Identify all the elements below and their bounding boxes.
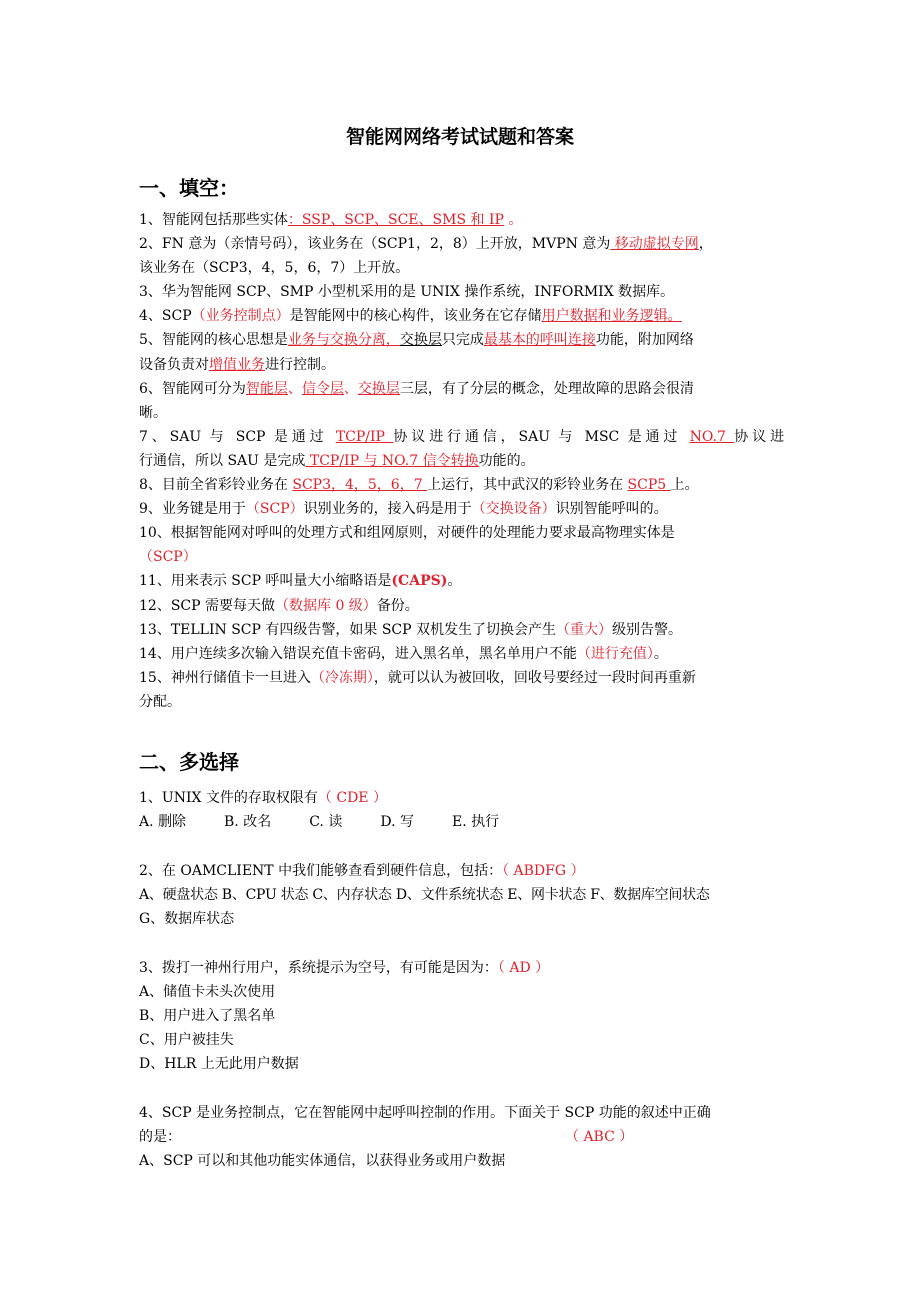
answer: （进行充值） [576,645,654,662]
question-3: 3、华为智能网 SCP、SMP 小型机采用的是 UNIX 操作系统，INFORMIX 数据库。 [139,284,675,301]
option: D、HLR 上无此用户数据 [139,1056,299,1073]
question-7-cont: 行通信，所以 SAU 是完成 TCP/IP 与 NO.7 信令转换功能的。 [139,452,535,469]
section-heading-fill-in: 一、填空： [139,176,239,200]
mc-question-2: 2、在 OAMCLIENT 中我们能够查看到硬件信息，包括：（ ABDFG ） A、硬盘状态 B、CPU 状态 C、内存状态 D、文件系统状态 E、网卡状态 F、数据库空间状态 G、数据库状态 [139,859,784,931]
answer: （重大） [556,621,612,638]
option: C、用户被挂失 [139,1032,234,1049]
question-9: 9、业务键是用于（SCP）识别业务的，接入码是用于（交换设备）识别智能呼叫的。 [139,501,668,518]
answer: （数据库 0 级） [275,597,377,614]
answer: 业务与交换分离， [287,332,400,349]
option: B、用户进入了黑名单 [139,1008,276,1025]
question-2: 2、FN 意为（亲情号码），该业务在（SCP1，2，8）上开放，MVPN 意为 移动虚拟专网， [139,236,713,253]
answer: SCP3，4，5，6，7 [292,477,428,494]
option: A、储值卡未头次使用 [139,984,276,1001]
answer: （ AD ） [497,960,550,976]
answer: ：SSP、SCP、SCE、SMS 和 IP [287,212,504,228]
answer: 最基本的呼叫连接 [483,332,596,349]
question-5-cont: 设备负责对增值业务进行控制。 [139,356,335,373]
document-title: 智能网网络考试试题和答案 [345,126,574,148]
option: A、SCP 可以和其他功能实体通信，以获得业务或用户数据 [139,1153,506,1170]
answer: （ ABC ） [565,1129,634,1146]
question-4: 4、SCP（业务控制点）是智能网中的核心构件，该业务在它存储用户数据和业务逻辑。 [139,308,682,325]
answer: 信令层 [301,380,344,397]
mc-question-1: 1、UNIX 文件的存取权限有（ CDE ） A. 删除 B. 改名 C. 读 D. 写 E. 执行 [139,786,784,834]
question-10: 10、根据智能网对呼叫的处理方式和组网原则，对硬件的处理能力要求最高物理实体是 [139,525,675,542]
answer: （交换设备） [471,501,556,518]
question-6: 6、智能网可分为智能层、信令层、交换层三层，有了分层的概念，处理故障的思路会很清 [139,380,694,397]
options: A. 删除 B. 改名 C. 读 D. 写 E. 执行 [139,814,500,831]
options: G、数据库状态 [139,911,235,928]
answer: （SCP） [139,549,197,566]
answer: NO.7 [689,428,735,445]
mc-question-3: 3、拨打一神州行用户，系统提示为空号，有可能是因为：（ AD ） A、储值卡未头次使用 B、用户进入了黑名单 C、用户被挂失 D、HLR 上无此用户数据 [139,956,784,1076]
answer: （SCP） [245,501,304,518]
answer: 移动虚拟专网 [610,236,699,253]
question-5: 5、智能网的核心思想是业务与交换分离，交换层只完成最基本的呼叫连接功能，附加网络 [139,332,694,349]
question-13: 13、TELLIN SCP 有四级告警，如果 SCP 双机发生了切换会产生（重大）级别告警。 [139,621,682,638]
answer: TCP/IP 与 NO.7 信令转换 [305,452,479,469]
options: A、硬盘状态 B、CPU 状态 C、内存状态 D、文件系统状态 E、网卡状态 F、数据库空间状态 [139,887,710,904]
question-11: 11、用来表示 SCP 呼叫量大小缩略语是(CAPS)。 [139,573,462,590]
question-1: 1、智能网包括那些实体：SSP、SCP、SCE、SMS 和 IP 。 [139,212,523,228]
question-2-cont: 该业务在（SCP3，4，5，6，7）上开放。 [139,260,410,277]
question-15: 15、神州行储值卡一旦进入（冷冻期），就可以认为被回收，回收号要经过一段时间再重新 [139,669,696,686]
answer: (CAPS) [391,573,448,590]
answer: （ ABDFG ） [502,863,585,879]
mc-question-4: 4、SCP 是业务控制点，它在智能网中起呼叫控制的作用。下面关于 SCP 功能的叙述中正确 的是： （ ABC ） A、SCP 可以和其他功能实体通信，以获得业务或用户数据 [139,1101,784,1173]
section-heading-multiple-choice: 二、多选择 [139,750,239,774]
question-7: 7、SAU 与 SCP 是通过 TCP/IP 协议进行通信，SAU 与 MSC 是通过 NO.7 协议进 [139,428,784,445]
fill-in-questions [139,208,784,714]
answer: 用户数据和业务逻辑。 [541,308,682,325]
question-6-cont: 晰。 [139,404,167,421]
answer: 交换层 [357,380,400,397]
answer: 智能层 [245,380,288,397]
question-15-cont: 分配。 [139,693,181,710]
answer: SCP5 [627,477,671,494]
question-12: 12、SCP 需要每天做（数据库 0 级）备份。 [139,597,419,614]
answer: （业务控制点） [191,308,290,325]
question-14: 14、用户连续多次输入错误充值卡密码，进入黑名单，黑名单用户不能（进行充值）。 [139,645,668,662]
answer: 增值业务 [209,356,265,373]
answer: TCP/IP [335,428,394,445]
answer: （ CDE ） [317,790,387,806]
question-8: 8、目前全省彩铃业务在 SCP3，4，5，6，7 上运行，其中武汉的彩铃业务在 SCP5 上。 [139,477,699,494]
answer: （冷冻期） [310,669,374,686]
